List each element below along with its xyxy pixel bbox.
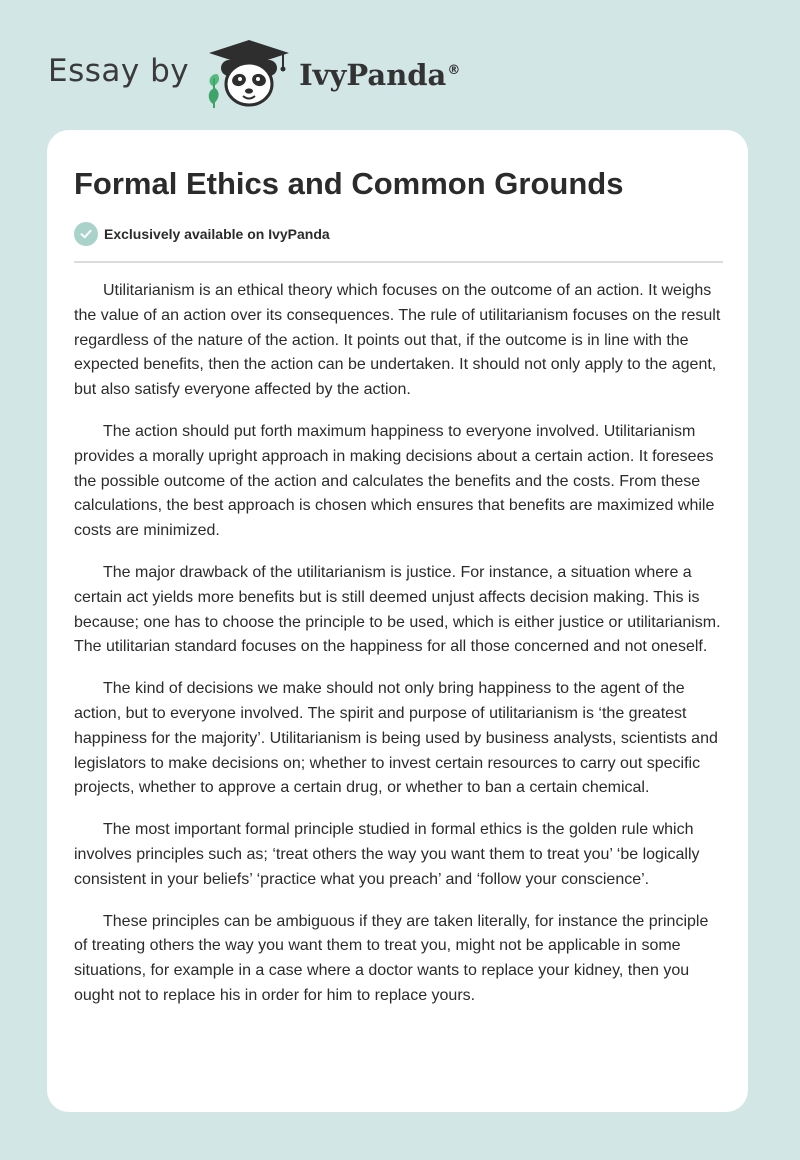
panda-graduate-icon (203, 38, 295, 110)
essay-paragraph: The kind of decisions we make should not only bring happiness to the agent of the action, but to everyone involved. The spirit and purpose of utilitarianism is ‘the greatest happiness for the majority’. Utilitarianism is being used by business analysts, scientists and legislators to make decisions on; whether to invest certain resources to carry out specific projects, whether to approve a certain drug, or whether to ban a certain chemical. (74, 680, 718, 797)
essay-paragraph: These principles can be ambiguous if they are taken literally, for instance the principle of treating others the way you want them to treat you, might not be applicable in some situations, for example in a case where a doctor wants to replace your kidney, then you ought not to replace his in order for him to replace yours. (74, 912, 709, 1004)
essay-paragraph: The most important formal principle studied in formal ethics is the golden rule which involves principles such as; ‘treat others the way you want them to treat you’ ‘be logically consistent in your beliefs’ ‘practice what you preach’ and ‘follow your conscience’. (74, 821, 700, 888)
essay-title: Formal Ethics and Common Grounds (74, 166, 624, 201)
check-icon (74, 222, 98, 246)
essay-body (74, 279, 722, 1026)
essay-paragraph: The action should put forth maximum happiness to everyone involved. Utilitarianism provides a morally upright approach in making decisions about a certain action. It foresees the possible outcome of the action and calculates the benefits and the costs. From these calculations, the best approach is chosen which ensures that benefits are maximized while costs are minimized. (74, 422, 715, 540)
brand-prefix: Essay by (48, 53, 190, 89)
essay-paragraph: The major drawback of the utilitarianism is justice. For instance, a situation where a certain act yields more benefits but is still deemed unjust affects decision making. This is because; one has to choose the principle to be used, which is either justice or utilitarianism. The utilitarian standard focuses on the happiness for all those concerned and not oneself. (74, 563, 721, 656)
brand-name: IvyPanda® (299, 58, 461, 92)
divider (74, 261, 723, 263)
exclusive-badge (74, 222, 330, 246)
essay-card (47, 130, 748, 1112)
exclusive-text: Exclusively available on IvyPanda (104, 226, 330, 242)
essay-paragraph: Utilitarianism is an ethical theory which focuses on the outcome of an action. It weighs the value of an action over its consequences. The rule of utilitarianism focuses on the result regardless of the nature of the action. It points out that, if the outcome is in line with the expected benefits, then the action can be undertaken. It should not only apply to the agent, but also satisfy everyone affected by the action. (74, 282, 721, 399)
ivypanda-brand[interactable] (48, 36, 460, 112)
registered-mark: ® (447, 63, 461, 79)
